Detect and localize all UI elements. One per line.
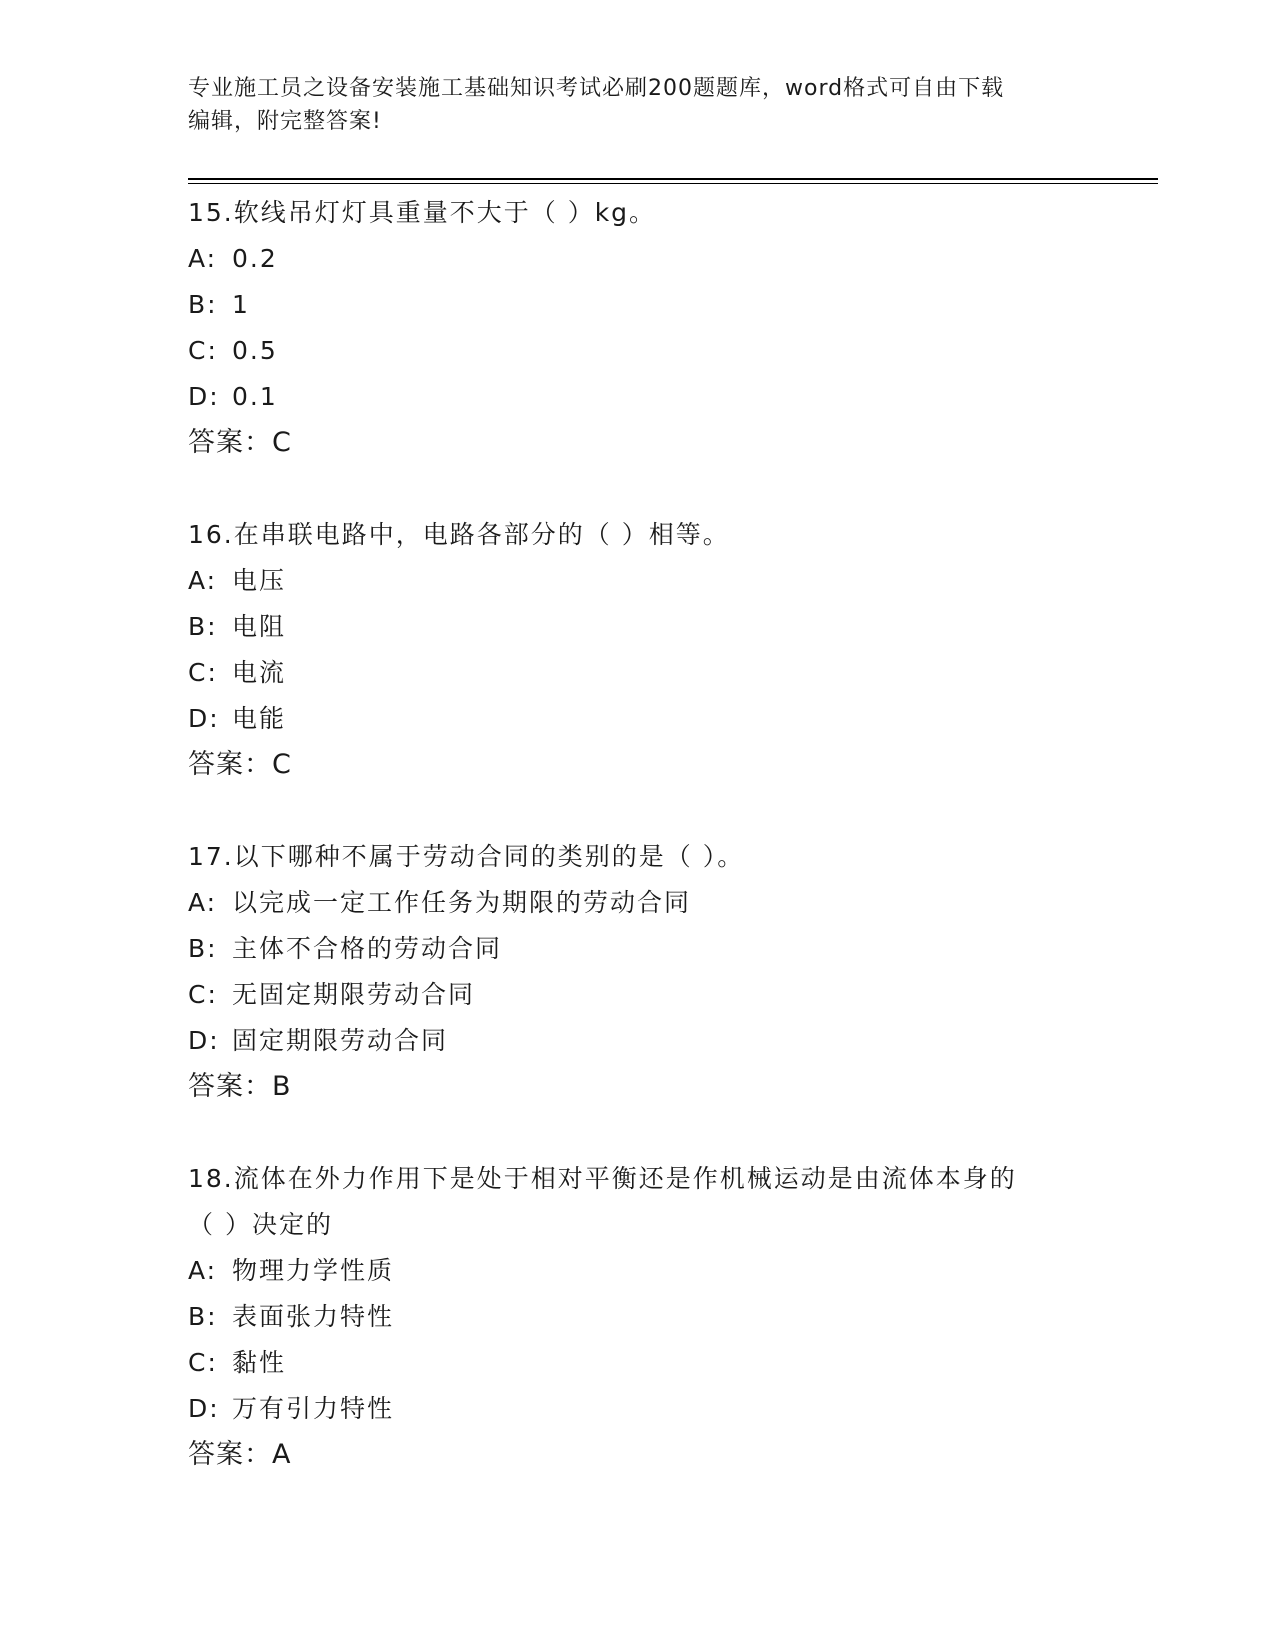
option-c	[188, 1340, 1088, 1386]
option-key: C:	[188, 336, 218, 365]
question-15	[188, 190, 1088, 466]
option-key: C:	[188, 980, 218, 1009]
option-a	[188, 558, 1088, 604]
option-text: 电阻	[232, 612, 287, 641]
header-divider-thick	[188, 178, 1158, 180]
option-a	[188, 236, 1088, 282]
option-b	[188, 282, 1088, 328]
question-stem-continued: （ ）决定的	[188, 1210, 333, 1239]
option-b	[188, 926, 1088, 972]
question-18	[188, 1156, 1088, 1478]
option-key: A:	[188, 244, 218, 273]
option-c	[188, 650, 1088, 696]
option-text: 黏性	[232, 1348, 287, 1377]
option-text: 0.5	[232, 336, 278, 365]
option-b	[188, 604, 1088, 650]
option-key: C:	[188, 658, 218, 687]
option-text: 0.1	[232, 382, 278, 411]
option-text: 以完成一定工作任务为期限的劳动合同	[232, 888, 692, 917]
option-a	[188, 880, 1088, 926]
option-text: 固定期限劳动合同	[232, 1026, 449, 1055]
option-text: 主体不合格的劳动合同	[232, 934, 503, 963]
option-key: A:	[188, 566, 218, 595]
option-d	[188, 1018, 1088, 1064]
option-a	[188, 1248, 1088, 1294]
question-stem: 17.以下哪种不属于劳动合同的类别的是（ ）。	[188, 842, 745, 871]
header-title-line1: 专业施工员之设备安装施工基础知识考试必刷200题题库，word格式可自由下载	[188, 76, 1005, 101]
option-text: 无固定期限劳动合同	[232, 980, 476, 1009]
option-key: D:	[188, 1026, 220, 1055]
question-list	[188, 190, 1088, 1478]
question-17	[188, 834, 1088, 1110]
option-text: 表面张力特性	[232, 1302, 395, 1331]
option-text: 1	[232, 290, 250, 319]
header-title-line2: 编辑，附完整答案!	[188, 109, 382, 134]
option-key: B:	[188, 1302, 218, 1331]
option-text: 电压	[232, 566, 287, 595]
option-text: 万有引力特性	[232, 1394, 395, 1423]
option-text: 电流	[232, 658, 287, 687]
question-stem: 16.在串联电路中，电路各部分的（ ）相等。	[188, 520, 730, 549]
header-divider-thin	[188, 183, 1158, 184]
answer-line: 答案：B	[188, 1071, 292, 1102]
option-key: B:	[188, 612, 218, 641]
option-b	[188, 1294, 1088, 1340]
option-d	[188, 1386, 1088, 1432]
question-stem: 18.流体在外力作用下是处于相对平衡还是作机械运动是由流体本身的	[188, 1164, 1017, 1193]
option-text: 电能	[232, 704, 287, 733]
question-16	[188, 512, 1088, 788]
option-c	[188, 972, 1088, 1018]
answer-line: 答案：C	[188, 749, 292, 780]
option-key: A:	[188, 1256, 218, 1285]
option-key: B:	[188, 290, 218, 319]
question-stem: 15.软线吊灯灯具重量不大于（ ）kg。	[188, 198, 657, 227]
option-text: 物理力学性质	[232, 1256, 395, 1285]
answer-line: 答案：C	[188, 427, 292, 458]
option-key: D:	[188, 1394, 220, 1423]
option-d	[188, 374, 1088, 420]
option-key: C:	[188, 1348, 218, 1377]
option-text: 0.2	[232, 244, 278, 273]
option-key: D:	[188, 382, 220, 411]
option-key: B:	[188, 934, 218, 963]
document-header	[188, 72, 1088, 138]
option-c	[188, 328, 1088, 374]
answer-line: 答案：A	[188, 1439, 292, 1470]
option-key: D:	[188, 704, 220, 733]
option-d	[188, 696, 1088, 742]
option-key: A:	[188, 888, 218, 917]
